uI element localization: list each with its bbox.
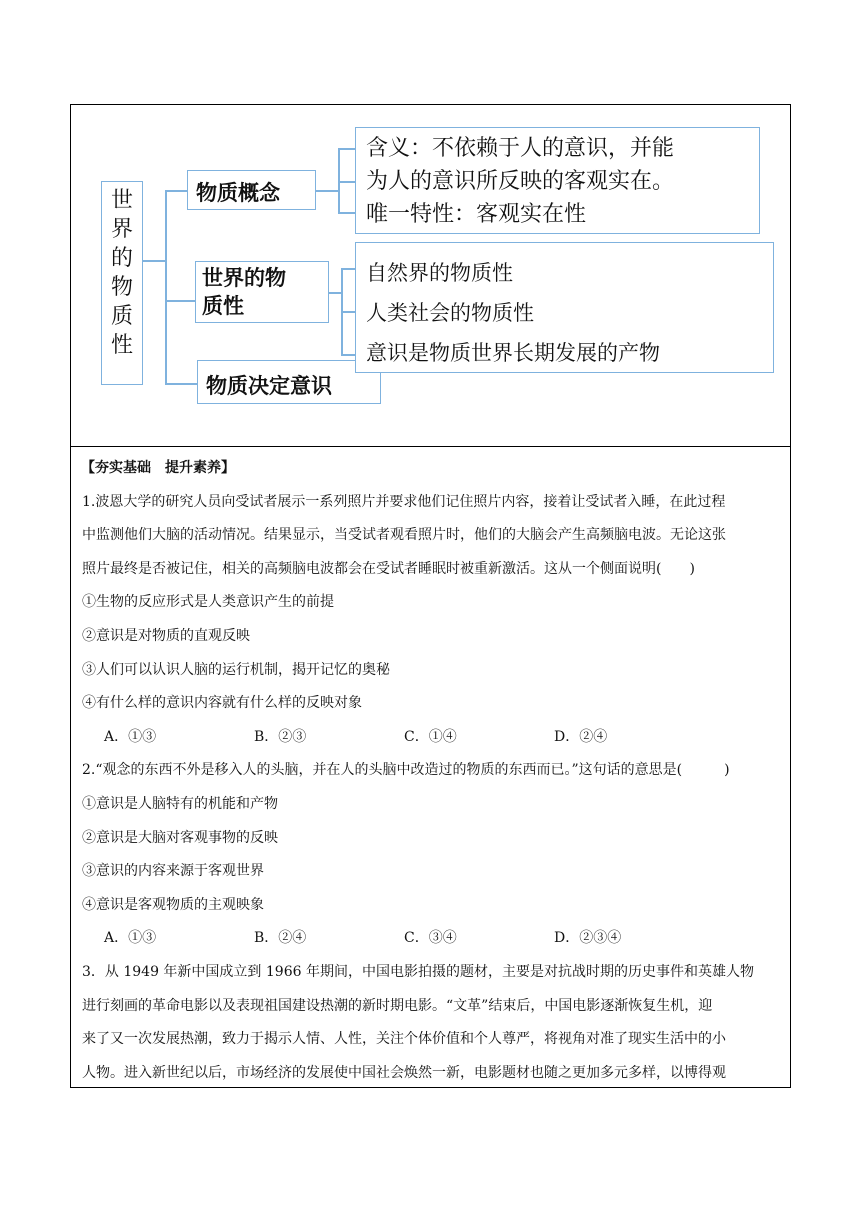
question-stem-line: 人物。进入新世纪以后，市场经济的发展使中国社会焕然一新，电影题材也随之更加多元多样，以博得观 bbox=[82, 1064, 726, 1081]
root-char: 质 bbox=[110, 304, 133, 329]
choice-c: C．①④ bbox=[404, 728, 457, 745]
connector bbox=[143, 260, 165, 262]
answer-choices bbox=[78, 721, 783, 755]
root-char: 物 bbox=[110, 275, 133, 300]
choice-c: C．③④ bbox=[404, 930, 457, 947]
choice-d: D．②④ bbox=[554, 728, 608, 745]
leaf-line: 意识是物质世界长期发展的产物 bbox=[366, 341, 660, 365]
statement-item: ②意识是对物质的直观反映 bbox=[82, 627, 250, 644]
question-3 bbox=[78, 956, 783, 1090]
leaf-line: 唯一特性：客观实在性 bbox=[366, 202, 587, 227]
choice-a: A．①③ bbox=[104, 930, 157, 947]
connector bbox=[341, 354, 355, 356]
question-stem-line: 照片最终是否被记住，相关的高频脑电波都会在受试者睡眠时被重新激活。这从一个侧面说明( ) bbox=[82, 560, 695, 577]
statement-item: ①生物的反应形式是人类意识产生的前提 bbox=[82, 594, 334, 611]
question-stem-line: 1.波恩大学的研究人员向受试者展示一系列照片并要求他们记住照片内容，接着让受试者入睡，在此过程 bbox=[82, 493, 726, 510]
branch-matter-concept: 物质概念 bbox=[187, 170, 316, 210]
choice-d: D．②③④ bbox=[554, 930, 622, 947]
statement-item: ②意识是大脑对客观事物的反映 bbox=[82, 829, 278, 846]
statement-item: ④有什么样的意识内容就有什么样的反映对象 bbox=[82, 695, 362, 712]
branch-line: 质性 bbox=[202, 294, 244, 318]
branch-matter-determines-consciousness: 物质决定意识 bbox=[197, 360, 381, 404]
root-char: 的 bbox=[110, 246, 133, 271]
root-char: 性 bbox=[110, 333, 133, 358]
connector bbox=[165, 300, 195, 302]
connector bbox=[329, 292, 341, 294]
question-stem-line: 中监测他们大脑的活动情况。结果显示，当受试者观看照片时，他们的大脑会产生高频脑电波。无论这张 bbox=[82, 527, 726, 544]
branch-world-materiality bbox=[195, 261, 329, 323]
question-stem-line: 2.“观念的东西不外是移入人的头脑，并在人的头脑中改造过的物质的东西而已。”这句话的意思是( ) bbox=[82, 762, 730, 779]
exercise-section bbox=[78, 452, 783, 1090]
section-title: 【夯实基础 提升素养】 bbox=[81, 460, 235, 476]
answer-choices bbox=[78, 922, 783, 956]
diagram-root-box bbox=[101, 181, 143, 385]
root-char: 世 bbox=[110, 188, 133, 213]
connector bbox=[338, 148, 340, 212]
leaf-line: 人类社会的物质性 bbox=[366, 301, 534, 325]
connector bbox=[338, 212, 355, 214]
connector bbox=[165, 190, 167, 383]
choice-b: B．②④ bbox=[254, 930, 307, 947]
statement-item: ③意识的内容来源于客观世界 bbox=[82, 863, 264, 880]
connector bbox=[341, 311, 355, 313]
connector bbox=[338, 181, 355, 183]
leaf-matter-definition bbox=[355, 127, 760, 234]
question-stem-line: 来了又一次发展热潮，致力于揭示人情、人性，关注个体价值和个人尊严，将视角对准了现实生活中的小 bbox=[82, 1031, 726, 1048]
connector bbox=[165, 190, 187, 192]
question-stem-line: 3．从 1949 年新中国成立到 1966 年期间，中国电影拍摄的题材，主要是对抗战时期的历史事件和英雄人物 bbox=[82, 963, 754, 980]
connector bbox=[316, 190, 338, 192]
leaf-materiality-aspects bbox=[355, 242, 774, 373]
choice-a: A．①③ bbox=[104, 728, 157, 745]
leaf-line: 自然界的物质性 bbox=[366, 261, 513, 285]
branch-line: 世界的物 bbox=[202, 266, 286, 290]
connector bbox=[165, 383, 197, 385]
question-2 bbox=[78, 754, 783, 956]
statement-item: ③人们可以认识人脑的运行机制，揭开记忆的奥秘 bbox=[82, 661, 390, 678]
question-1 bbox=[78, 486, 783, 755]
leaf-line: 含义：不依赖于人的意识，并能 bbox=[366, 136, 675, 161]
statement-item: ①意识是人脑特有的机能和产物 bbox=[82, 795, 278, 812]
connector bbox=[341, 268, 355, 270]
root-char: 界 bbox=[110, 217, 133, 242]
statement-item: ④意识是客观物质的主观映象 bbox=[82, 896, 264, 913]
leaf-line: 为人的意识所反映的客观实在。 bbox=[366, 169, 675, 194]
connector bbox=[338, 148, 355, 150]
question-stem-line: 进行刻画的革命电影以及表现祖国建设热潮的新时期电影。“文革”结束后，中国电影逐渐恢复生机，迎 bbox=[82, 997, 713, 1014]
choice-b: B．②③ bbox=[254, 728, 307, 745]
